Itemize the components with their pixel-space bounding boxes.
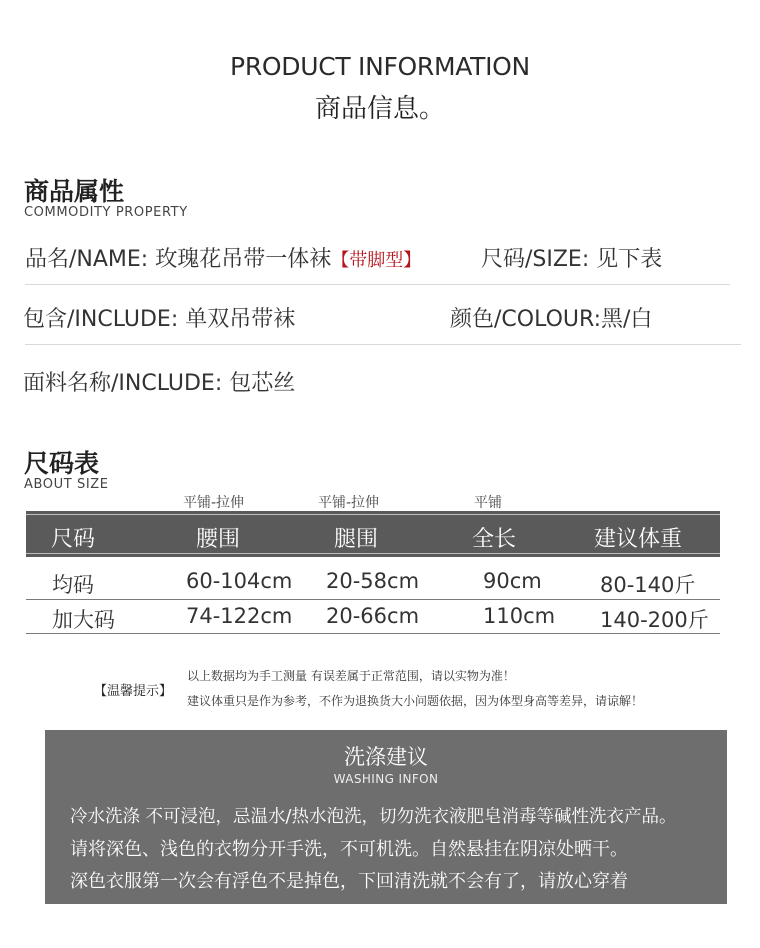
property-section-title: 商品属性 [24, 177, 125, 206]
cell-waist: 74-122cm [186, 604, 293, 628]
waist-measure-note: 平铺-拉伸 [183, 495, 245, 511]
washing-line: 冷水洗涤 不可浸泡，忌温水/热水泡洗，切勿洗衣液肥皂消毒等碱性洗衣产品。 [70, 807, 677, 827]
page-title-cn: 商品信息。 [314, 94, 445, 124]
cell-weight: 140-200斤 [600, 608, 709, 632]
notice-line: 建议体重只是作为参考，不作为退换货大小问题依据，因为体型身高等差异，请谅解！ [187, 694, 644, 708]
size-table-header [26, 511, 720, 557]
fabric-value: 包芯丝 [229, 371, 296, 396]
size-row [481, 242, 662, 273]
include-row [23, 302, 295, 333]
cell-length: 90cm [483, 569, 542, 593]
row-divider [26, 599, 720, 600]
size-chart-subtitle: ABOUT SIZE [24, 477, 109, 492]
header-waist: 腰围 [196, 527, 241, 552]
length-measure-note: 平铺 [474, 495, 502, 511]
include-value: 单双吊带袜 [185, 307, 296, 332]
header-length: 全长 [472, 527, 517, 552]
cell-leg: 20-58cm [326, 569, 420, 593]
product-name-row [25, 242, 421, 273]
fabric-label: 面料名称/INCLUDE: [23, 371, 230, 396]
cell-leg: 20-66cm [326, 604, 420, 628]
colour-row [450, 302, 652, 333]
colour-label: 颜色/COLOUR: [450, 307, 602, 332]
cell-size: 均码 [52, 573, 94, 597]
header-size: 尺码 [51, 527, 96, 552]
size-label: 尺码/SIZE: [481, 247, 597, 272]
row-divider [26, 633, 720, 634]
cell-size: 加大码 [52, 608, 115, 632]
washing-line: 深色衣服第一次会有浮色不是掉色，下回清洗就不会有了，请放心穿着 [70, 871, 628, 892]
size-value: 见下表 [596, 247, 663, 272]
header-weight: 建议体重 [594, 527, 683, 552]
notice-label: 【温馨提示】 [94, 684, 173, 699]
cell-length: 110cm [483, 604, 556, 628]
cell-weight: 80-140斤 [600, 573, 696, 597]
leg-measure-note: 平铺-拉伸 [318, 495, 380, 511]
fabric-row [23, 366, 295, 397]
washing-line: 请将深色、浅色的衣物分开手洗，不可机洗。自然悬挂在阴凉处晒干。 [70, 839, 628, 860]
colour-value: 黑/白 [601, 307, 653, 332]
divider [25, 284, 730, 285]
product-name-value: 玫瑰花吊带一体袜 [155, 247, 332, 272]
product-name-label: 品名/NAME: [25, 247, 156, 272]
header-leg: 腿围 [334, 527, 379, 552]
washing-title: 洗涤建议 [344, 745, 428, 769]
washing-subtitle: WASHING INFON [333, 772, 439, 786]
cell-waist: 60-104cm [186, 569, 293, 593]
product-type-tag: 【带脚型】 [331, 250, 422, 271]
size-chart-title: 尺码表 [24, 449, 100, 478]
washing-panel [45, 730, 727, 904]
property-section-subtitle: COMMODITY PROPERTY [24, 205, 188, 220]
page-title-en: PRODUCT INFORMATION [230, 52, 530, 81]
notice-line: 以上数据均为手工测量 有误差属于正常范围，请以实物为准！ [187, 669, 515, 683]
include-label: 包含/INCLUDE: [23, 307, 186, 332]
divider [25, 344, 741, 345]
